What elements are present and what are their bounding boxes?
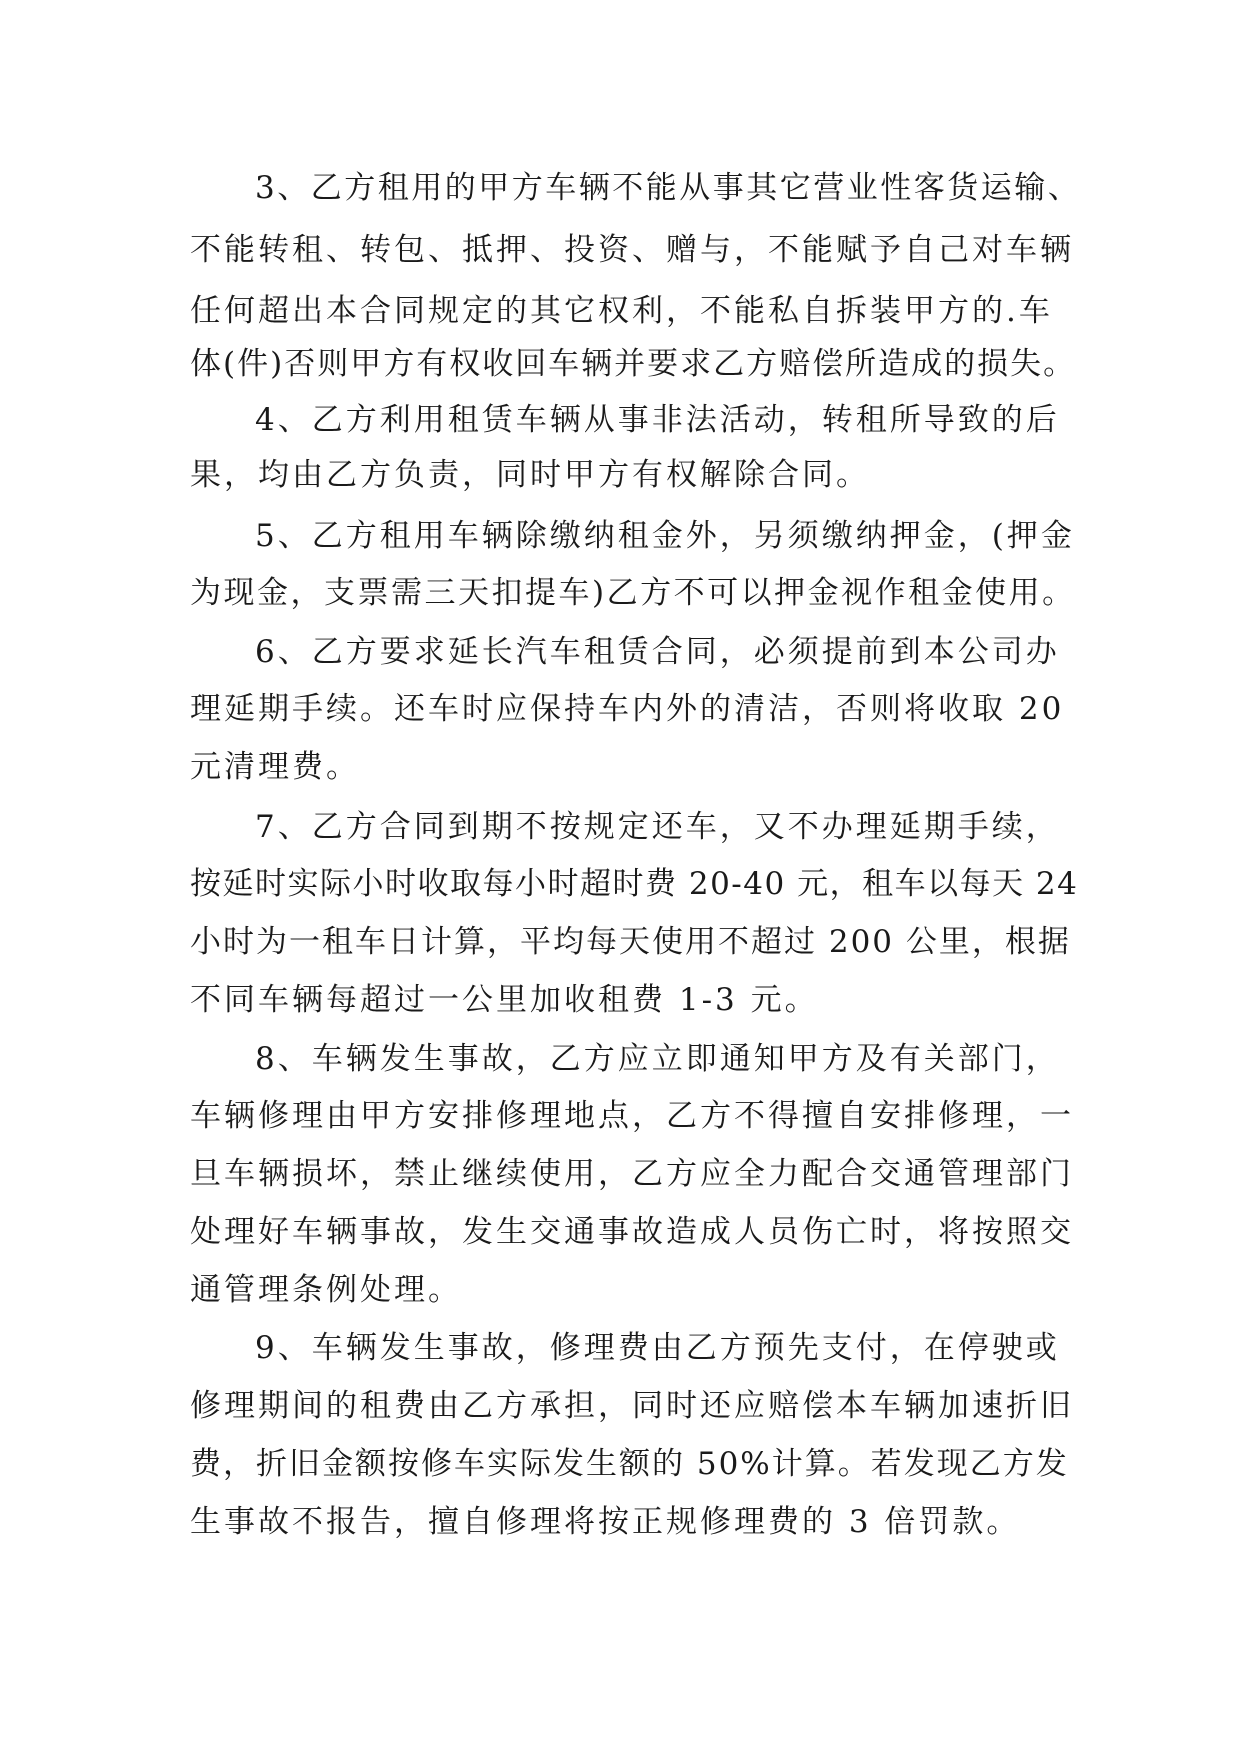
clause-6-line-3: 元清理费。: [190, 749, 360, 785]
clause-6-line-1: 6、乙方要求延长汽车租赁合同，必须提前到本公司办: [255, 634, 1060, 670]
clause-3-line-3: 任何超出本合同规定的其它权利，不能私自拆装甲方的.车: [190, 293, 1053, 329]
clause-8-line-2: 车辆修理由甲方安排修理地点，乙方不得擅自安排修理，一: [190, 1098, 1074, 1134]
clause-7-line-3: 小时为一租车日计算，平均每天使用不超过 200 公里，根据: [190, 924, 1071, 960]
clause-6-line-2: 理延期手续。还车时应保持车内外的清洁，否则将收取 20: [190, 691, 1065, 727]
clause-9-line-3: 费，折旧金额按修车实际发生额的 50%计算。若发现乙方发: [190, 1446, 1069, 1482]
clause-8-line-1: 8、车辆发生事故，乙方应立即通知甲方及有关部门，: [255, 1041, 1060, 1077]
clause-7-line-2: 按延时实际小时收取每小时超时费 20-40 元，租车以每天 24: [190, 866, 1079, 902]
clause-3-line-2: 不能转租、转包、抵押、投资、赠与，不能赋予自己对车辆: [190, 232, 1074, 268]
clause-9-line-1: 9、车辆发生事故，修理费由乙方预先支付，在停驶或: [255, 1330, 1060, 1366]
clause-3-line-4: 体(件)否则甲方有权收回车辆并要求乙方赔偿所造成的损失。: [190, 346, 1077, 382]
clause-5-line-2: 为现金，支票需三天扣提车)乙方不可以押金视作租金使用。: [190, 575, 1076, 611]
clause-4-line-1: 4、乙方利用租赁车辆从事非法活动，转租所导致的后: [255, 402, 1060, 438]
clause-8-line-5: 通管理条例处理。: [190, 1272, 462, 1308]
clause-9-line-2: 修理期间的租费由乙方承担，同时还应赔偿本车辆加速折旧: [190, 1388, 1074, 1424]
clause-8-line-3: 旦车辆损坏，禁止继续使用，乙方应全力配合交通管理部门: [190, 1156, 1074, 1192]
clause-3-line-1: 3、乙方租用的甲方车辆不能从事其它营业性客货运输、: [255, 170, 1082, 206]
clause-4-line-2: 果，均由乙方负责，同时甲方有权解除合同。: [190, 457, 870, 493]
clause-5-line-1: 5、乙方租用车辆除缴纳租金外，另须缴纳押金，(押金: [255, 518, 1075, 554]
clause-8-line-4: 处理好车辆事故，发生交通事故造成人员伤亡时，将按照交: [190, 1214, 1074, 1250]
clause-7-line-1: 7、乙方合同到期不按规定还车，又不办理延期手续，: [255, 809, 1060, 845]
clause-7-line-4: 不同车辆每超过一公里加收租费 1-3 元。: [190, 982, 819, 1018]
clause-9-line-4: 生事故不报告，擅自修理将按正规修理费的 3 倍罚款。: [190, 1504, 1021, 1540]
